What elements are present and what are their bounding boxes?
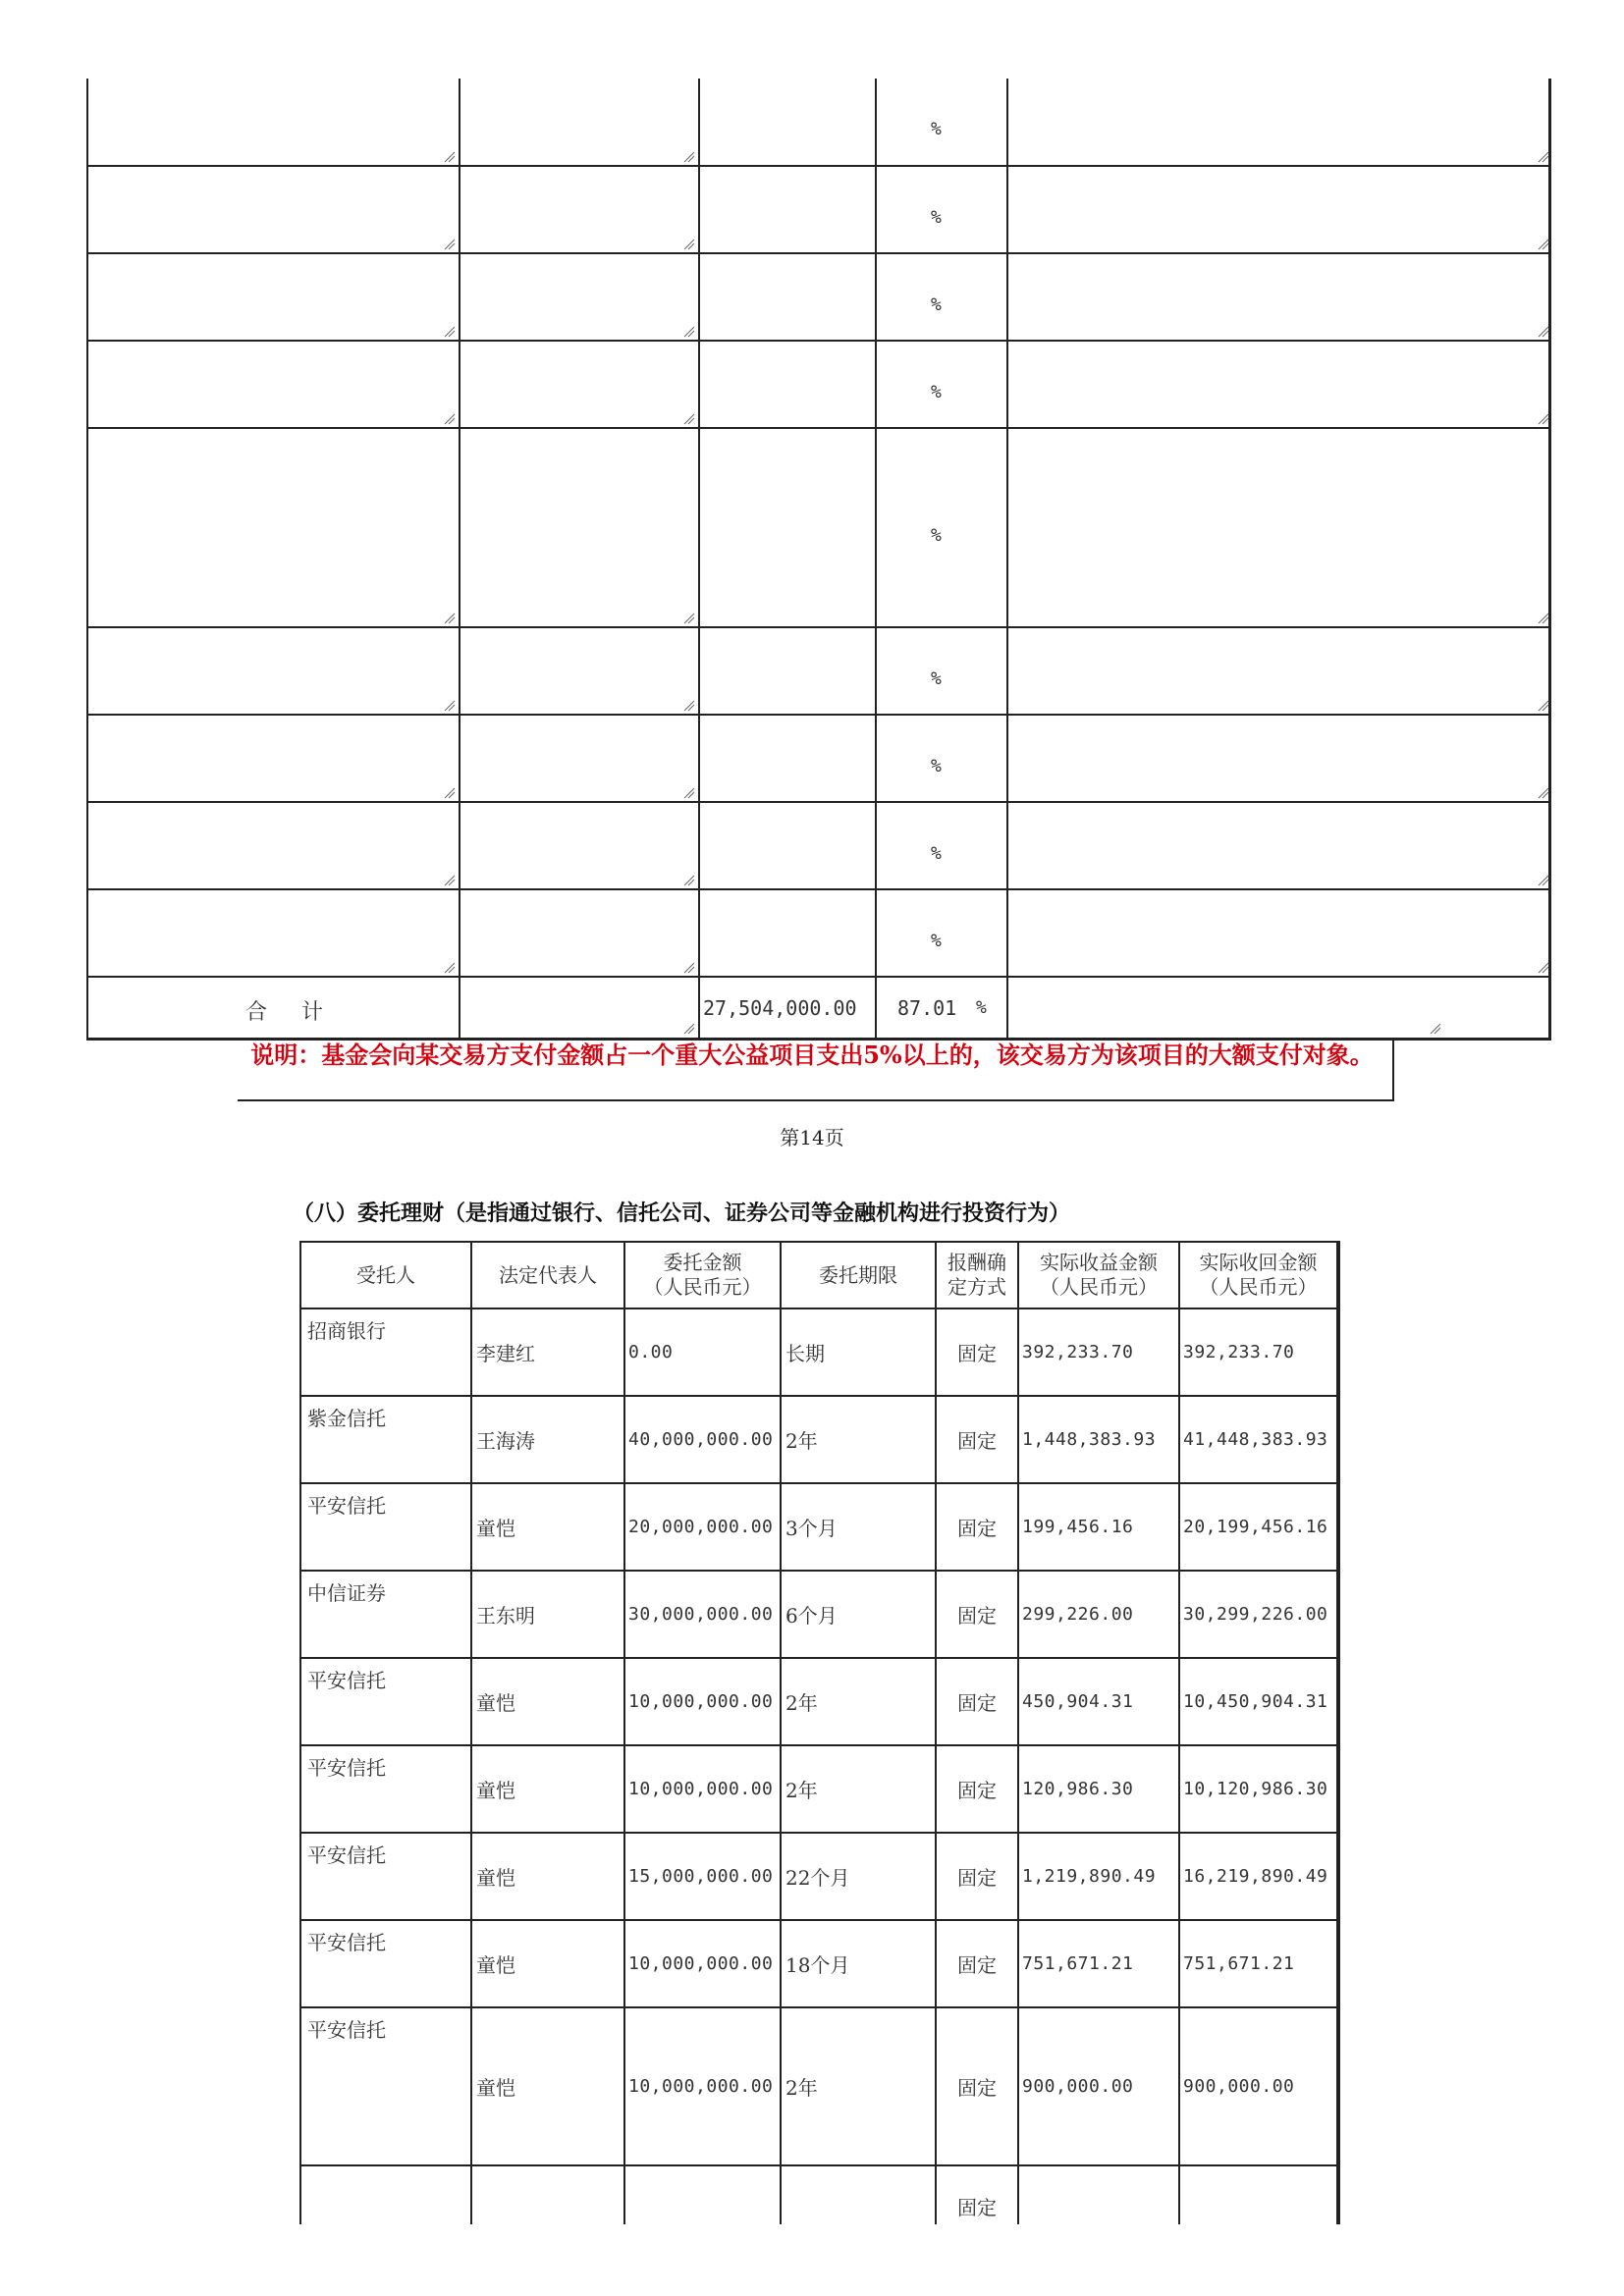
header-row	[300, 1242, 1338, 1308]
trustee-cell: 平安信托	[300, 1920, 471, 2007]
table-row	[300, 1658, 1338, 1745]
percent-sign: %	[931, 206, 942, 228]
column-divider	[1006, 254, 1008, 340]
resize-grip-icon[interactable]	[683, 613, 695, 624]
trustee-cell	[300, 2165, 471, 2224]
income-cell: 392,233.70	[1018, 1308, 1179, 1396]
column-divider	[875, 628, 877, 714]
table-row	[88, 429, 1548, 628]
column-header: 法定代表人	[471, 1242, 624, 1308]
income-cell: 1,219,890.49	[1018, 1833, 1179, 1920]
legal-rep-cell: 童恺	[471, 1920, 624, 2007]
term-cell: 22个月	[781, 1833, 936, 1920]
table-row	[300, 2007, 1338, 2165]
method-cell: 固定	[936, 1571, 1018, 1658]
recovered-cell	[1179, 2165, 1338, 2224]
resize-grip-icon[interactable]	[444, 962, 456, 974]
table-row	[88, 167, 1548, 254]
income-cell: 299,226.00	[1018, 1571, 1179, 1658]
note-box	[238, 1041, 1394, 1101]
resize-grip-icon[interactable]	[444, 326, 456, 338]
table-row	[300, 1571, 1338, 1658]
resize-grip-icon[interactable]	[444, 239, 456, 250]
percent-sign: %	[931, 119, 942, 139]
column-divider	[1006, 628, 1008, 714]
resize-grip-icon[interactable]	[1538, 239, 1549, 250]
trustee-cell: 平安信托	[300, 2007, 471, 2165]
column-divider	[698, 890, 700, 976]
resize-grip-icon[interactable]	[683, 1023, 695, 1035]
term-cell: 18个月	[781, 1920, 936, 2007]
resize-grip-icon[interactable]	[1538, 700, 1549, 712]
term-cell: 2年	[781, 2007, 936, 2165]
column-divider	[1006, 429, 1008, 626]
term-cell: 3个月	[781, 1483, 936, 1571]
trustee-cell: 平安信托	[300, 1833, 471, 1920]
percent-sign: %	[931, 930, 942, 951]
resize-grip-icon[interactable]	[683, 326, 695, 338]
column-divider	[698, 628, 700, 714]
resize-grip-icon[interactable]	[1538, 962, 1549, 974]
column-divider	[1006, 978, 1008, 1039]
column-divider	[1006, 79, 1008, 165]
resize-grip-icon[interactable]	[1538, 151, 1549, 163]
recovered-cell: 10,450,904.31	[1179, 1658, 1338, 1745]
table-row	[88, 79, 1548, 167]
column-divider	[698, 342, 700, 427]
method-cell: 固定	[936, 1483, 1018, 1571]
column-divider	[875, 79, 877, 165]
resize-grip-icon[interactable]	[444, 413, 456, 425]
income-cell: 1,448,383.93	[1018, 1396, 1179, 1483]
amount-cell: 10,000,000.00	[624, 1745, 781, 1833]
percent-sign: %	[931, 524, 942, 546]
column-divider	[875, 803, 877, 888]
large-payment-table	[86, 79, 1551, 1041]
trustee-cell: 紫金信托	[300, 1396, 471, 1483]
method-cell: 固定	[936, 1833, 1018, 1920]
method-cell: 固定	[936, 1658, 1018, 1745]
page-number: 第14页	[780, 1126, 844, 1149]
column-divider	[875, 167, 877, 252]
column-divider	[459, 890, 460, 976]
income-cell: 199,456.16	[1018, 1483, 1179, 1571]
income-cell: 751,671.21	[1018, 1920, 1179, 2007]
term-cell: 长期	[781, 1308, 936, 1396]
column-divider	[459, 79, 460, 165]
percent-sign: %	[931, 294, 942, 315]
column-header: 委托金额 （人民币元）	[624, 1242, 781, 1308]
column-header: 受托人	[300, 1242, 471, 1308]
method-cell: 固定	[936, 1745, 1018, 1833]
percent-sign: %	[931, 842, 942, 864]
total-amount: 27,504,000.00	[703, 996, 857, 1020]
method-cell: 固定	[936, 2007, 1018, 2165]
trustee-cell: 平安信托	[300, 1745, 471, 1833]
method-cell: 固定	[936, 2165, 1018, 2224]
column-divider	[698, 716, 700, 801]
resize-grip-icon[interactable]	[1538, 875, 1549, 886]
column-header: 委托期限	[781, 1242, 936, 1308]
term-cell: 2年	[781, 1745, 936, 1833]
column-divider	[459, 628, 460, 714]
column-divider	[875, 342, 877, 427]
resize-grip-icon[interactable]	[1538, 326, 1549, 338]
income-cell: 450,904.31	[1018, 1658, 1179, 1745]
trustee-cell: 招商银行	[300, 1308, 471, 1396]
resize-grip-icon[interactable]	[444, 787, 456, 799]
column-divider	[459, 167, 460, 252]
amount-cell: 0.00	[624, 1308, 781, 1396]
resize-grip-icon[interactable]	[444, 151, 456, 163]
recovered-cell: 10,120,986.30	[1179, 1745, 1338, 1833]
column-divider	[875, 429, 877, 626]
column-divider	[875, 716, 877, 801]
table-row	[300, 1833, 1338, 1920]
resize-grip-icon[interactable]	[1538, 413, 1549, 425]
legal-rep-cell: 王海涛	[471, 1396, 624, 1483]
trustee-cell: 平安信托	[300, 1658, 471, 1745]
amount-cell: 10,000,000.00	[624, 2007, 781, 2165]
resize-grip-icon[interactable]	[444, 700, 456, 712]
column-divider	[698, 254, 700, 340]
table-row	[88, 254, 1548, 342]
amount-cell: 10,000,000.00	[624, 1658, 781, 1745]
note-text: 说明：基金会向某交易方支付金额占一个重大公益项目支出5%以上的，该交易方为该项目的大额支付对象。	[250, 1041, 1374, 1069]
column-divider	[875, 978, 877, 1039]
income-cell: 120,986.30	[1018, 1745, 1179, 1833]
resize-grip-icon[interactable]	[683, 962, 695, 974]
percent-sign: %	[931, 755, 942, 776]
legal-rep-cell: 童恺	[471, 1745, 624, 1833]
method-cell: 固定	[936, 1308, 1018, 1396]
column-divider	[459, 342, 460, 427]
term-cell: 2年	[781, 1658, 936, 1745]
method-cell: 固定	[936, 1396, 1018, 1483]
resize-grip-icon[interactable]	[683, 700, 695, 712]
term-cell: 6个月	[781, 1571, 936, 1658]
legal-rep-cell: 李建红	[471, 1308, 624, 1396]
recovered-cell: 16,219,890.49	[1179, 1833, 1338, 1920]
legal-rep-cell: 童恺	[471, 1483, 624, 1571]
column-divider	[1006, 167, 1008, 252]
table-row	[300, 2165, 1338, 2224]
table-row	[300, 1745, 1338, 1833]
amount-cell: 15,000,000.00	[624, 1833, 781, 1920]
trustee-cell: 中信证券	[300, 1571, 471, 1658]
column-divider	[459, 803, 460, 888]
table-row	[300, 1483, 1338, 1571]
resize-grip-icon[interactable]	[683, 875, 695, 886]
resize-grip-icon[interactable]	[1538, 613, 1549, 624]
amount-cell: 30,000,000.00	[624, 1571, 781, 1658]
table-row	[88, 716, 1548, 803]
total-label: 合 计	[245, 1000, 337, 1025]
resize-grip-icon[interactable]	[1430, 1023, 1441, 1035]
resize-grip-icon[interactable]	[683, 787, 695, 799]
term-cell	[781, 2165, 936, 2224]
resize-grip-icon[interactable]	[1538, 787, 1549, 799]
table-row	[88, 342, 1548, 429]
table-row	[88, 803, 1548, 890]
column-divider	[698, 803, 700, 888]
percent-sign: %	[931, 667, 942, 689]
table-row	[88, 628, 1548, 716]
legal-rep-cell: 王东明	[471, 1571, 624, 1658]
legal-rep-cell: 童恺	[471, 1658, 624, 1745]
resize-grip-icon[interactable]	[683, 239, 695, 250]
column-divider	[459, 429, 460, 626]
column-divider	[459, 254, 460, 340]
recovered-cell: 20,199,456.16	[1179, 1483, 1338, 1571]
income-cell	[1018, 2165, 1179, 2224]
table-row	[300, 1396, 1338, 1483]
resize-grip-icon[interactable]	[444, 613, 456, 624]
trustee-cell: 平安信托	[300, 1483, 471, 1571]
legal-rep-cell: 童恺	[471, 1833, 624, 1920]
column-header: 实际收回金额 （人民币元）	[1179, 1242, 1338, 1308]
column-divider	[875, 890, 877, 976]
total-row	[88, 978, 1548, 1039]
resize-grip-icon[interactable]	[444, 875, 456, 886]
percent-sign: %	[931, 381, 942, 402]
amount-cell: 40,000,000.00	[624, 1396, 781, 1483]
column-divider	[1006, 803, 1008, 888]
resize-grip-icon[interactable]	[683, 151, 695, 163]
entrust-table	[299, 1241, 1340, 2224]
method-cell: 固定	[936, 1920, 1018, 2007]
column-divider	[698, 978, 700, 1039]
column-divider	[698, 167, 700, 252]
recovered-cell: 392,233.70	[1179, 1308, 1338, 1396]
column-divider	[1006, 890, 1008, 976]
recovered-cell: 41,448,383.93	[1179, 1396, 1338, 1483]
column-header: 实际收益金额 （人民币元）	[1018, 1242, 1179, 1308]
recovered-cell: 751,671.21	[1179, 1920, 1338, 2007]
column-divider	[1006, 716, 1008, 801]
term-cell: 2年	[781, 1396, 936, 1483]
amount-cell: 20,000,000.00	[624, 1483, 781, 1571]
recovered-cell: 30,299,226.00	[1179, 1571, 1338, 1658]
column-header: 报酬确 定方式	[936, 1242, 1018, 1308]
column-divider	[1006, 342, 1008, 427]
table-row	[300, 1308, 1338, 1396]
column-divider	[875, 254, 877, 340]
column-divider	[698, 429, 700, 626]
legal-rep-cell	[471, 2165, 624, 2224]
resize-grip-icon[interactable]	[683, 413, 695, 425]
income-cell: 900,000.00	[1018, 2007, 1179, 2165]
recovered-cell: 900,000.00	[1179, 2007, 1338, 2165]
amount-cell	[624, 2165, 781, 2224]
column-divider	[459, 716, 460, 801]
column-divider	[698, 79, 700, 165]
total-percent: 87.01	[897, 996, 957, 1020]
table-row	[88, 890, 1548, 978]
table-row	[300, 1920, 1338, 2007]
column-divider	[459, 978, 460, 1039]
section-title: （八）委托理财（是指通过银行、信托公司、证券公司等金融机构进行投资行为）	[293, 1201, 1071, 1226]
total-percent-sign: %	[976, 997, 987, 1018]
legal-rep-cell: 童恺	[471, 2007, 624, 2165]
amount-cell: 10,000,000.00	[624, 1920, 781, 2007]
